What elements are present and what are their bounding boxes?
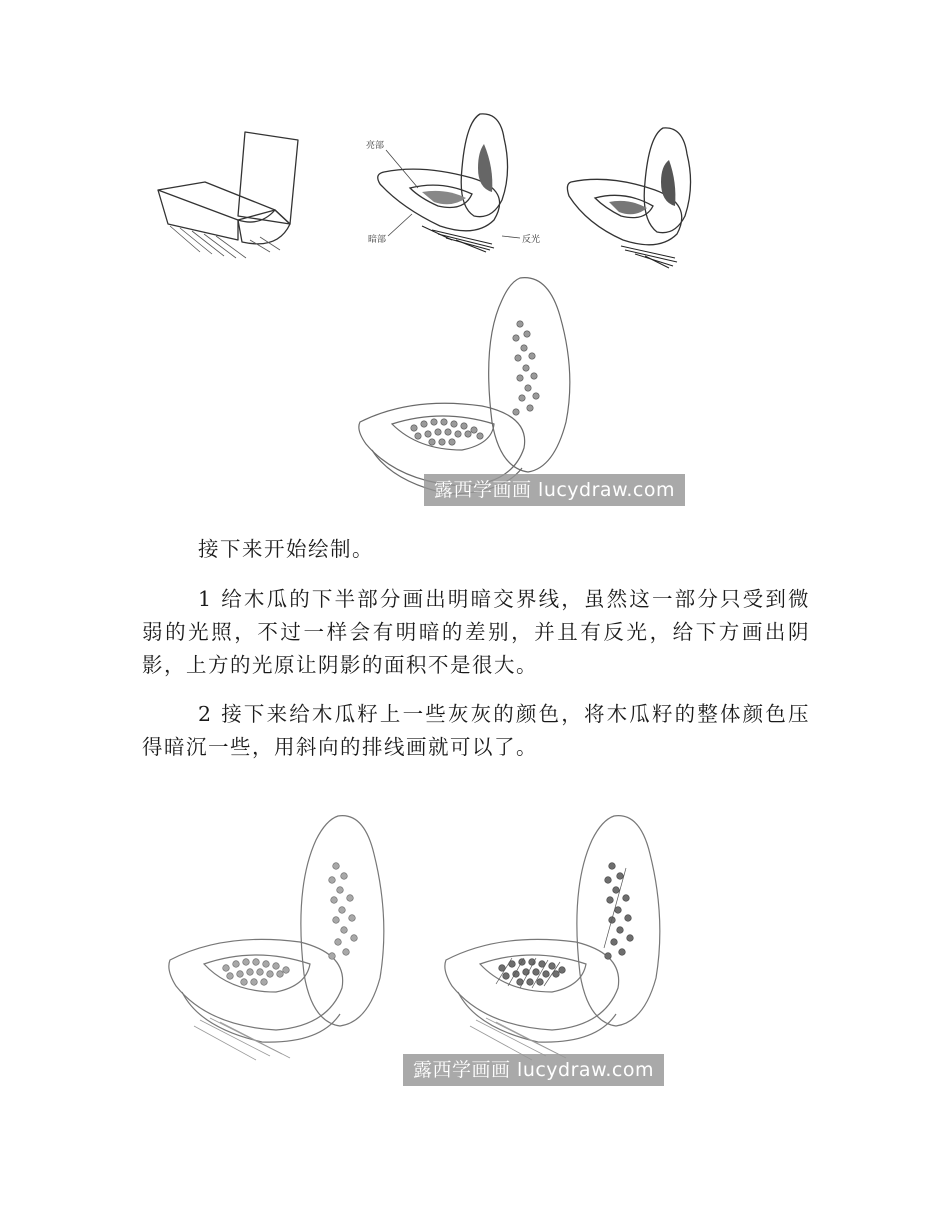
paragraph-step2: 2 接下来给木瓜籽上一些灰灰的颜色，将木瓜籽的整体颜色压得暗沉一些，用斜向的排线画就可以了。 <box>142 702 810 759</box>
watermark-top: 露西学画画 lucydraw.com <box>424 474 685 506</box>
label-shadow: 暗部 <box>368 235 387 245</box>
papaya-labeled-sketch <box>362 108 562 258</box>
paragraph-intro: 接下来开始绘制。 <box>198 537 374 561</box>
block-structure-sketch <box>150 112 340 270</box>
watermark-bottom: 露西学画画 lucydraw.com <box>403 1054 664 1086</box>
label-highlight: 亮部 <box>366 141 385 151</box>
papaya-darkened-seeds-sketch <box>436 808 686 1088</box>
label-reflection: 反光 <box>522 235 541 245</box>
papaya-shadow-sketch <box>160 808 410 1088</box>
paragraph-step1: 1 给木瓜的下半部分画出明暗交界线，虽然这一部分只受到微弱的光照，不过一样会有明暗的差别，并且有反光，给下方画出阴影，上方的光原让阴影的面积不是很大。 <box>142 587 810 677</box>
papaya-outline-sketch <box>565 120 715 270</box>
